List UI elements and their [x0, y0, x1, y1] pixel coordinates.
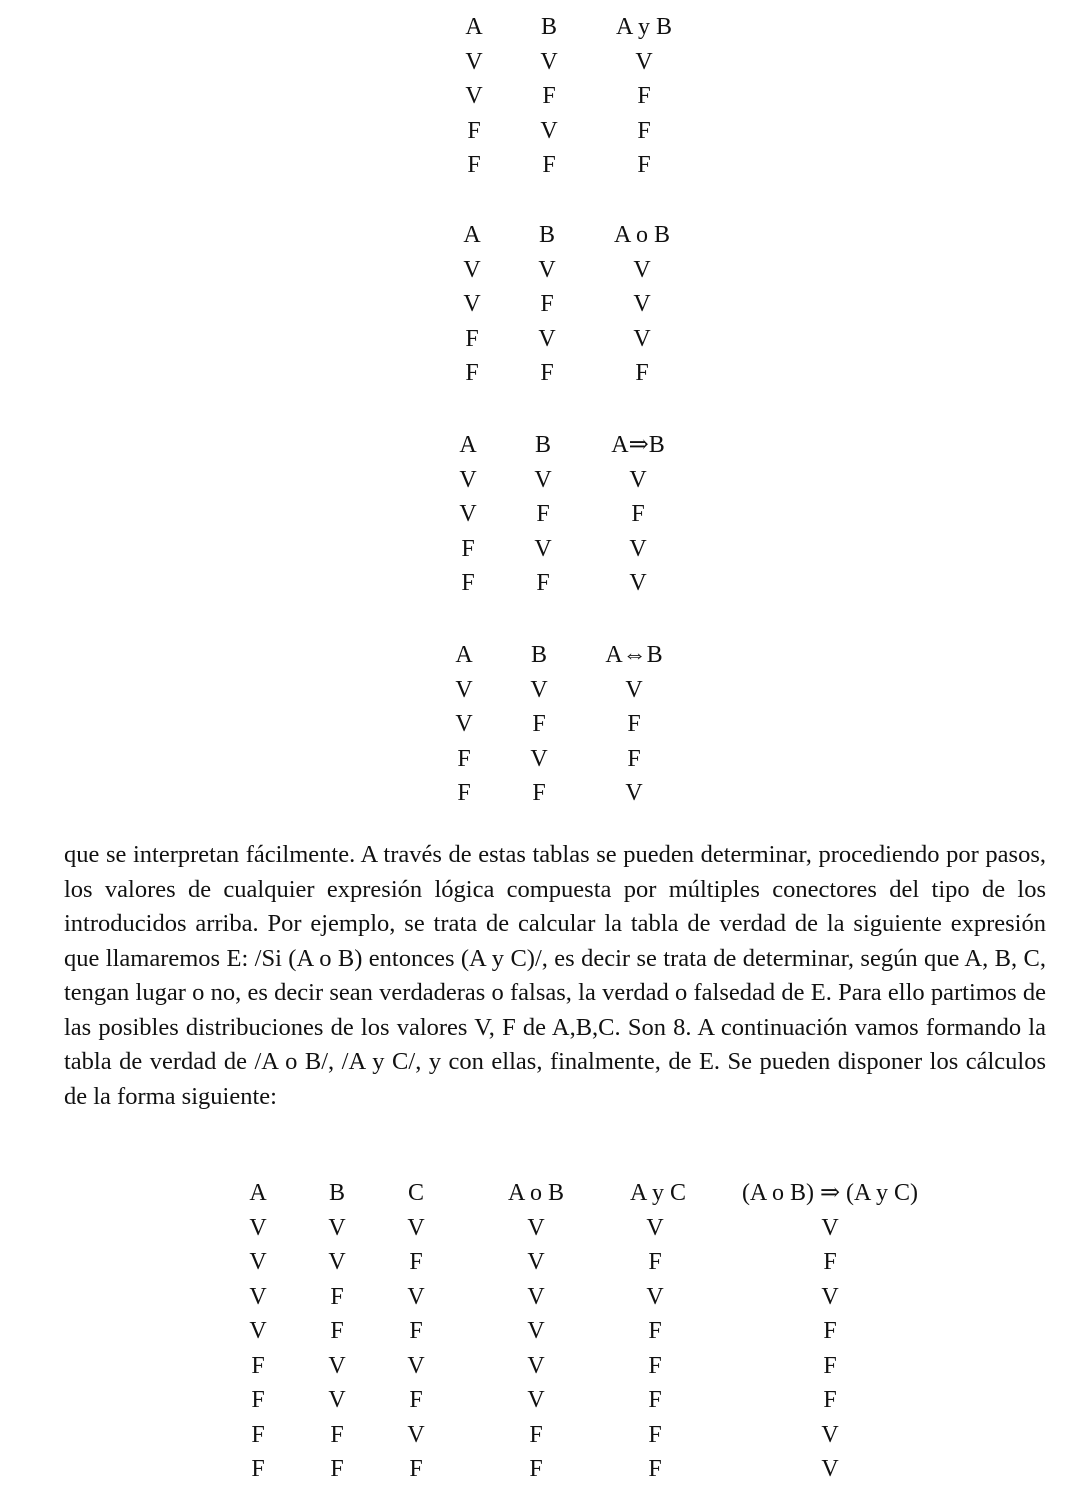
- table-cell: F: [540, 291, 554, 317]
- table-cell: V: [465, 83, 483, 109]
- table-cell: F: [330, 1456, 344, 1482]
- table-cell: F: [542, 152, 556, 178]
- truth-table-or: [447, 218, 687, 391]
- table-cell: V: [633, 291, 651, 317]
- table-header-row: [447, 218, 687, 253]
- table-header-row: [439, 638, 679, 673]
- table-cell: F: [529, 1421, 543, 1448]
- table-cell: F: [409, 1249, 423, 1275]
- table-cell: V: [328, 1214, 346, 1241]
- table-cell: V: [821, 1456, 839, 1482]
- table-cell: F: [648, 1352, 662, 1379]
- table-cell: V: [459, 466, 477, 493]
- table-cell: F: [648, 1421, 662, 1448]
- table-cell: V: [407, 1283, 425, 1310]
- table-cell: V: [407, 1421, 425, 1448]
- table-row: [232, 1349, 980, 1384]
- table-header-cell: A y C: [630, 1180, 687, 1206]
- truth-table-implies: [443, 428, 683, 601]
- table-cell: F: [532, 780, 546, 806]
- table-row: [439, 673, 679, 708]
- table-cell: V: [625, 676, 643, 703]
- table-header-cell: A: [465, 14, 483, 40]
- table-row: [447, 253, 687, 288]
- table-cell: V: [534, 535, 552, 562]
- body-paragraph: que se interpretan fácilmente. A través de estas tablas se pueden determinar, procediendo por pasos, los valores de cualquier expresión lógica compuesta por múltiples conectores del tipo de los introducidos arriba. Por ejemplo, se trata de calcular la tabla de verdad de la siguiente expresión que llamaremos E: /Si (A o B) entonces (A y C)/, es decir se trata de determinar, según que A, B, C, tengan lugar o no, es decir sean verdaderas o falsas, la verdad o falsedad de E. Para ello partimos de las posibles distribuciones de los valores V, F de A,B,C. Son 8. A continuación vamos formando la tabla de verdad de /A o B/, /A y C/, y con ellas, finalmente, de E. Se pueden disponer los cálculos de la forma siguiente:: [64, 841, 1046, 1110]
- table-header-cell: A⇔B: [605, 642, 663, 668]
- table-cell: V: [821, 1283, 839, 1310]
- table-cell: V: [530, 745, 548, 772]
- table-cell: V: [328, 1249, 346, 1275]
- table-cell: V: [629, 466, 647, 493]
- table-cell: F: [648, 1456, 662, 1482]
- table-cell: V: [527, 1249, 545, 1275]
- table-cell: F: [637, 152, 651, 178]
- table-cell: F: [648, 1249, 662, 1275]
- table-cell: V: [407, 1214, 425, 1241]
- table-cell: V: [249, 1318, 267, 1344]
- table-row: [439, 742, 679, 777]
- table-cell: V: [821, 1214, 839, 1241]
- truth-table-and: [449, 10, 689, 183]
- table-row: [232, 1452, 980, 1487]
- table-cell: F: [631, 501, 645, 527]
- table-cell: F: [532, 711, 546, 737]
- table-cell: V: [463, 256, 481, 283]
- table-cell: V: [249, 1283, 267, 1310]
- table-cell: F: [461, 535, 475, 562]
- table-cell: V: [633, 325, 651, 352]
- table-cell: V: [538, 256, 556, 283]
- table-row: [447, 287, 687, 322]
- table-cell: F: [251, 1352, 265, 1379]
- table-header-cell: A: [463, 222, 481, 248]
- table-header-cell: B: [530, 642, 547, 668]
- table-header-row: [443, 428, 683, 463]
- table-cell: V: [538, 325, 556, 352]
- table-cell: V: [527, 1318, 545, 1344]
- table-cell: V: [633, 256, 651, 283]
- table-cell: F: [542, 83, 556, 109]
- table-row: [449, 114, 689, 149]
- table-row: [232, 1383, 980, 1418]
- table-cell: V: [527, 1352, 545, 1379]
- table-cell: F: [529, 1456, 543, 1482]
- table-cell: F: [823, 1387, 837, 1413]
- table-cell: V: [455, 676, 473, 703]
- table-cell: V: [646, 1283, 664, 1310]
- table-cell: V: [249, 1214, 267, 1241]
- table-cell: V: [407, 1352, 425, 1379]
- table-cell: V: [625, 780, 643, 806]
- table-row: [232, 1280, 980, 1315]
- table-cell: V: [463, 291, 481, 317]
- table-cell: F: [467, 152, 481, 178]
- table-cell: V: [459, 501, 477, 527]
- table-cell: V: [527, 1387, 545, 1413]
- table-cell: F: [409, 1387, 423, 1413]
- table-cell: F: [823, 1249, 837, 1275]
- table-row: [232, 1314, 980, 1349]
- table-cell: V: [465, 48, 483, 75]
- table-row: [232, 1211, 980, 1246]
- table-cell: F: [251, 1421, 265, 1448]
- table-header-cell: A o B: [507, 1180, 564, 1206]
- table-header-cell: B: [534, 432, 551, 458]
- table-cell: F: [823, 1318, 837, 1344]
- table-header-cell: B: [538, 222, 555, 248]
- table-cell: V: [527, 1214, 545, 1241]
- table-cell: V: [530, 676, 548, 703]
- table-row: [443, 497, 683, 532]
- table-header-row: [449, 10, 689, 45]
- table-header-cell: C: [407, 1180, 424, 1206]
- table-row: [443, 532, 683, 567]
- table-cell: F: [536, 570, 550, 596]
- table-cell: V: [249, 1249, 267, 1275]
- table-cell: V: [629, 570, 647, 596]
- table-header-cell: B: [540, 14, 557, 40]
- table-cell: F: [465, 325, 479, 352]
- table-row: [443, 566, 683, 601]
- table-cell: V: [328, 1352, 346, 1379]
- table-row: [439, 707, 679, 742]
- table-cell: V: [328, 1387, 346, 1413]
- table-cell: V: [646, 1214, 664, 1241]
- table-row: [449, 45, 689, 80]
- table-cell: F: [251, 1456, 265, 1482]
- table-row: [439, 776, 679, 811]
- table-cell: F: [627, 711, 641, 737]
- table-cell: V: [455, 711, 473, 737]
- table-cell: F: [251, 1387, 265, 1413]
- table-header-cell: A: [459, 432, 477, 458]
- table-cell: F: [461, 570, 475, 596]
- table-cell: F: [409, 1318, 423, 1344]
- table-header-row: [232, 1176, 980, 1211]
- table-cell: V: [629, 535, 647, 562]
- table-cell: F: [648, 1318, 662, 1344]
- table-row: [447, 322, 687, 357]
- truth-table-expression-e: [232, 1176, 980, 1487]
- table-cell: F: [330, 1318, 344, 1344]
- table-cell: F: [409, 1456, 423, 1482]
- table-cell: F: [637, 83, 651, 109]
- table-cell: F: [635, 360, 649, 386]
- table-header-cell: A⇒B: [611, 432, 665, 458]
- table-cell: F: [637, 117, 651, 144]
- table-header-cell: A: [455, 642, 473, 668]
- table-row: [443, 463, 683, 498]
- truth-table-iff: [439, 638, 679, 811]
- table-header-cell: A o B: [613, 222, 670, 248]
- table-cell: F: [330, 1421, 344, 1448]
- table-cell: V: [540, 117, 558, 144]
- table-cell: F: [465, 360, 479, 386]
- table-cell: F: [540, 360, 554, 386]
- table-row: [232, 1245, 980, 1280]
- table-row: [449, 79, 689, 114]
- table-cell: F: [330, 1283, 344, 1310]
- table-cell: V: [534, 466, 552, 493]
- table-cell: F: [648, 1387, 662, 1413]
- table-row: [449, 148, 689, 183]
- table-cell: F: [457, 780, 471, 806]
- table-row: [232, 1418, 980, 1453]
- table-header-cell: (A o B) ⇒ (A y C): [741, 1180, 919, 1206]
- table-cell: V: [527, 1283, 545, 1310]
- table-cell: F: [627, 745, 641, 772]
- table-cell: F: [457, 745, 471, 772]
- table-cell: V: [540, 48, 558, 75]
- table-cell: V: [635, 48, 653, 75]
- table-header-cell: B: [328, 1180, 345, 1206]
- table-cell: F: [823, 1352, 837, 1379]
- table-cell: F: [536, 501, 550, 527]
- table-row: [447, 356, 687, 391]
- table-cell: F: [467, 117, 481, 144]
- table-header-cell: A y B: [615, 14, 672, 40]
- table-header-cell: A: [249, 1180, 267, 1206]
- table-cell: V: [821, 1421, 839, 1448]
